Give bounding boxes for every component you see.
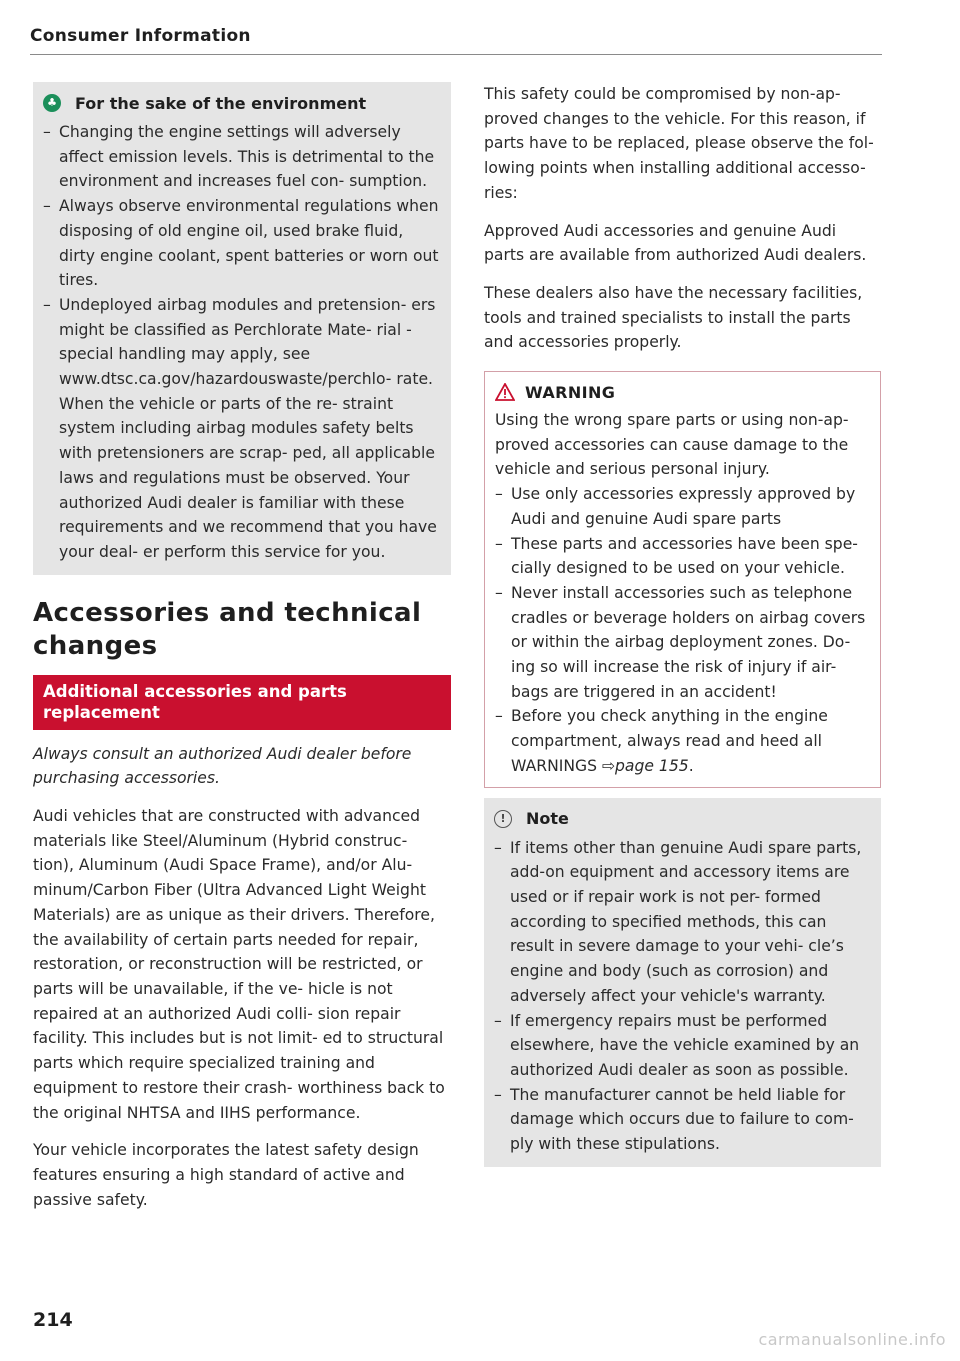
- list-item: – Always observe environmental regulations when disposing of old engine oil, used brake fluid, dirty engine coolant, spent batteries or worn out tires.: [43, 194, 441, 293]
- arrow-right-icon: ⇨: [601, 756, 616, 775]
- environment-list: [43, 120, 441, 565]
- right-column: [484, 82, 881, 1167]
- warning-intro: Using the wrong spare parts or using non-ap- proved accessories can cause damage to the vehicle and serious personal injury.: [495, 411, 849, 479]
- list-item-end: .: [688, 756, 694, 775]
- body-paragraph: This safety could be compromised by non-ap- proved changes to the vehicle. For this reason, if parts have to be replaced, please observe the fol- lowing points when installing additional accesso- ries:: [484, 85, 874, 202]
- note-box: [484, 798, 881, 1167]
- subsection-heading: Additional accessories and parts replacement: [33, 675, 451, 730]
- note-title: Note: [526, 809, 569, 829]
- body-paragraph: Your vehicle incorporates the latest safety design features ensuring a high standard of active and passive safety.: [33, 1141, 419, 1209]
- list-item: – If emergency repairs must be performed elsewhere, have the vehicle examined by an authorized Audi dealer as soon as possible.: [494, 1009, 871, 1083]
- warning-box: [484, 371, 881, 788]
- page-reference-text: page 155: [615, 756, 689, 775]
- list-item: – Use only accessories expressly approved by Audi and genuine Audi spare parts: [495, 482, 870, 531]
- section-heading: Accessories and technical changes: [33, 597, 422, 661]
- list-item: [495, 704, 870, 778]
- list-item: – These parts and accessories have been spe- cially designed to be used on your vehicle.: [495, 532, 870, 581]
- note-list: [494, 836, 871, 1157]
- body-paragraph: These dealers also have the necessary facilities, tools and trained specialists to install the parts and accessories properly.: [484, 283, 863, 352]
- environment-title: For the sake of the environment: [75, 93, 367, 113]
- warning-box-title: [495, 376, 870, 408]
- page-number: 214: [33, 1309, 73, 1331]
- body-paragraph: Approved Audi accessories and genuine Audi parts are available from authorized Audi dealers.: [484, 221, 867, 265]
- warning-triangle-icon: [495, 383, 515, 401]
- environment-icon: ♣: [43, 94, 61, 112]
- left-column: [33, 82, 451, 1225]
- list-item: – Changing the engine settings will adversely affect emission levels. This is detrimental to the environment and increases fuel con- sumption.: [43, 120, 441, 194]
- list-item: – The manufacturer cannot be held liable for damage which occurs due to failure to com- ply with these stipulations.: [494, 1083, 871, 1157]
- watermark: carmanualsonline.info: [758, 1330, 946, 1349]
- warning-title: WARNING: [525, 382, 616, 402]
- body-paragraph: Audi vehicles that are constructed with advanced materials like Steel/Aluminum (Hybrid construc- tion), Aluminum (Audi Space Frame), and/or Alu- minum/Carbon Fiber (Ultra Advanced Light Weight Materials) are as unique as their drivers. Therefore, the availability of certain parts needed for repair, restoration, or reconstruction will be restricted, or parts will be unavailable, if the ve- hicle is not repaired at an authorized Audi colli- sion repair facility. This includes but is not limit- ed to structural parts which require specialized training and equipment to restore their crash- worthiness back to the original NHTSA and IIHS performance.: [33, 807, 445, 1122]
- list-item-text: Before you check anything in the engine compartment, always read and heed all WARNINGS: [511, 707, 828, 775]
- page-reference-link[interactable]: [602, 757, 689, 775]
- list-item: – If items other than genuine Audi spare parts, add-on equipment and accessory items are used or if repair work is not per- formed according to specified methods, this can result in severe damage to your vehi- cle’s engine and body (such as corrosion) and adversely affect your vehicle's warranty.: [494, 836, 871, 1009]
- note-box-title: [494, 802, 871, 836]
- subsection-intro: Always consult an authorized Audi dealer before purchasing accessories.: [33, 744, 412, 788]
- page-header: Consumer Information: [30, 26, 882, 55]
- list-item: – Never install accessories such as telephone cradles or beverage holders on airbag covers or within the airbag deployment zones. Do- ing so will increase the risk of injury if air- bags are triggered in an accident!: [495, 581, 870, 705]
- environment-box-title: [43, 86, 441, 120]
- note-icon: !: [494, 810, 512, 828]
- environment-box: [33, 82, 451, 575]
- list-item: – Undeployed airbag modules and pretension- ers might be classified as Perchlorate Mate- rial -special handling may apply, see www.dtsc.ca.gov/hazardouswaste/perchlo- rate. When the vehicle or parts of the re- straint system including airbag modules safety belts with pretensioners are scrap- ped, all applicable laws and regulations must be observed. Your authorized Audi dealer is familiar with these requirements and we recommend that you have your deal- er perform this service for you.: [43, 293, 441, 565]
- warning-list: [495, 482, 870, 778]
